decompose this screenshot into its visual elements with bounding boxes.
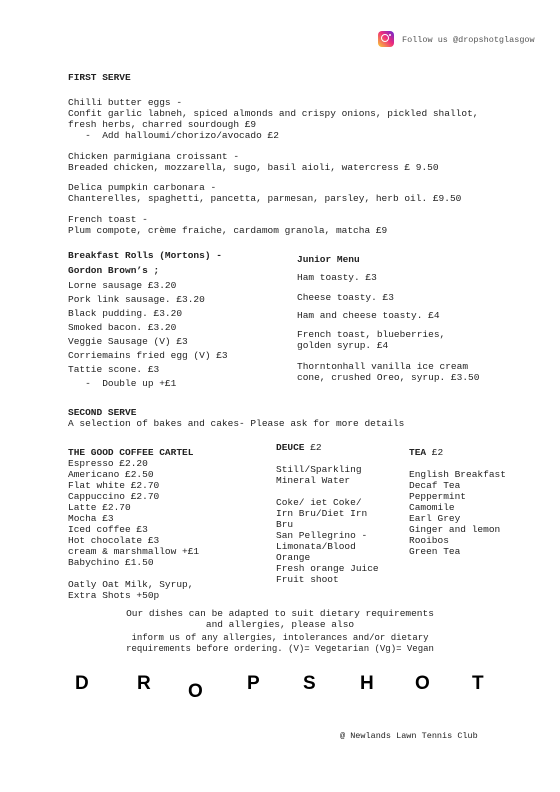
junior-item: Ham and cheese toasty. £4 (297, 310, 440, 321)
deuce-item: Mineral Water (276, 475, 351, 486)
deuce-item: San Pellegrino - (276, 530, 368, 541)
roll-item: Tattie scone. £3 (68, 364, 160, 375)
menu-item-chicken-parmigiana: Chicken parmigiana croissant - Breaded chicken, mozzarella, sugo, basil aioli, watercress £ 9.50 (68, 151, 439, 173)
coffee-item: Mocha £3 (68, 513, 114, 524)
coffee-item: Latte £2.70 (68, 502, 131, 513)
first-serve-heading: FIRST SERVE (68, 72, 131, 83)
coffee-extras: Oatly Oat Milk, Syrup, (68, 579, 194, 590)
dropshot-logo: D R O P S H O T (75, 673, 484, 702)
coffee-item: Espresso £2.20 (68, 458, 148, 469)
menu-item-pumpkin-carbonara: Delica pumpkin carbonara - Chanterelles, spaghetti, pancetta, parmesan, parsley, herb oil. £9.50 (68, 182, 462, 204)
tea-item: Camomile (409, 502, 455, 513)
deuce-section (276, 442, 379, 585)
tea-item: Earl Grey (409, 513, 461, 524)
deuce-heading: DEUCE (276, 442, 305, 453)
roll-addon: - Double up +£1 (68, 378, 177, 389)
deuce-item: Bru (276, 519, 294, 530)
deuce-item: Orange (276, 552, 311, 563)
tea-item: Decaf Tea (409, 480, 461, 491)
coffee-section (68, 447, 199, 601)
roll-item: Black pudding. £3.20 (68, 308, 183, 319)
junior-item: French toast, blueberries, golden syrup. £4 (297, 329, 446, 351)
junior-item: Ham toasty. £3 (297, 272, 377, 283)
deuce-item: Still/Sparkling (276, 464, 362, 475)
tea-item: English Breakfast (409, 469, 506, 480)
tea-heading: TEA (409, 447, 427, 458)
tea-item: Rooibos (409, 535, 449, 546)
junior-item: Cheese toasty. £3 (297, 292, 394, 303)
instagram-icon (378, 31, 394, 47)
roll-item: Veggie Sausage (V) £3 (68, 336, 188, 347)
follow-us-text[interactable]: Follow us @dropshotglasgow (402, 35, 535, 45)
deuce-price: £2 (304, 442, 322, 453)
deuce-item: Fruit shoot (276, 574, 339, 585)
coffee-item: Hot chocolate £3 (68, 535, 160, 546)
deuce-item: Limonata/Blood (276, 541, 356, 552)
roll-item: Corriemains fried egg (V) £3 (68, 350, 228, 361)
coffee-heading: THE GOOD COFFEE CARTEL (68, 447, 194, 458)
roll-item: Lorne sausage £3.20 (68, 280, 177, 291)
coffee-item: Cappuccino £2.70 (68, 491, 160, 502)
junior-item: Thorntonhall vanilla ice cream cone, crushed Oreo, syrup. £3.50 (297, 361, 480, 383)
junior-menu-heading: Junior Menu (297, 254, 360, 265)
tea-item: Green Tea (409, 546, 461, 557)
menu-item-french-toast: French toast - Plum compote, crème fraiche, cardamom granola, matcha £9 (68, 214, 388, 236)
deuce-item: Irn Bru/Diet Irn (276, 508, 368, 519)
menu-item-chilli-butter-eggs: Chilli butter eggs - Confit garlic labneh, spiced almonds and crispy onions, pickled shallot, fresh herbs, charred sourdough £9 - Add halloumi/chorizo/avocado £2 (68, 97, 479, 141)
breakfast-rolls-subheading: Gordon Brown’s ; (68, 265, 160, 276)
breakfast-rolls-heading: Breakfast Rolls (Mortons) - (68, 250, 222, 261)
roll-item: Pork link sausage. £3.20 (68, 294, 205, 305)
coffee-extras: Extra Shots +50p (68, 590, 160, 601)
coffee-item: Iced coffee £3 (68, 524, 148, 535)
deuce-item: Fresh orange Juice (276, 563, 379, 574)
second-serve-text: A selection of bakes and cakes- Please ask for more details (68, 418, 405, 429)
coffee-item: Americano £2.50 (68, 469, 154, 480)
coffee-item: cream & marshmallow +£1 (68, 546, 200, 557)
coffee-item: Babychino £1.50 (68, 557, 154, 568)
coffee-item: Flat white £2.70 (68, 480, 160, 491)
tea-item: Ginger and lemon (409, 524, 501, 535)
tea-section (409, 447, 506, 557)
second-serve-heading: SECOND SERVE (68, 407, 137, 418)
dietary-note: Our dishes can be adapted to suit dietary requirements and allergies, please also inform us of any allergies, intolerances and/or dietary requirements before ordering. (V)= Vegetarian (Vg)= Vegan (126, 608, 434, 654)
tea-price: £2 (426, 447, 444, 458)
roll-item: Smoked bacon. £3.20 (68, 322, 177, 333)
footer-location: @ Newlands Lawn Tennis Club (340, 731, 478, 741)
deuce-item: Coke/ iet Coke/ (276, 497, 362, 508)
tea-item: Peppermint (409, 491, 467, 502)
